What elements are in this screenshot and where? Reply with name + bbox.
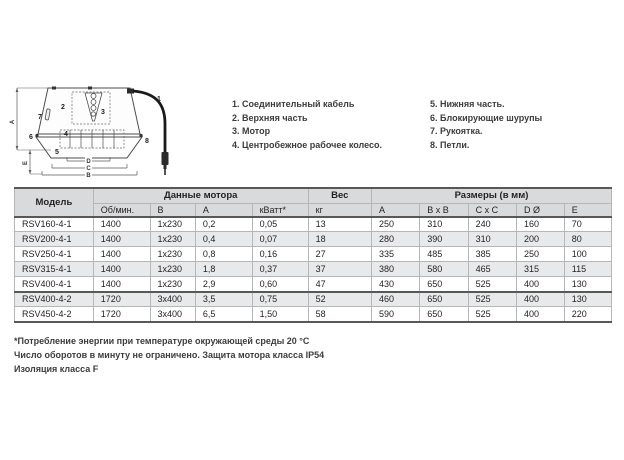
part-label: 6	[29, 134, 33, 141]
value-cell: 1720	[93, 292, 150, 307]
value-cell: 1x230	[150, 247, 195, 262]
value-cell: 130	[564, 292, 611, 307]
column-header-amp: А	[195, 203, 252, 217]
value-cell: 70	[564, 217, 611, 232]
value-cell: 1x230	[150, 217, 195, 232]
value-cell: 200	[516, 232, 564, 247]
legend-item: 2. Верхняя часть	[232, 112, 308, 123]
column-header-volt: В	[150, 203, 195, 217]
dimension-label: B	[86, 173, 91, 179]
table-row	[15, 232, 612, 247]
part-label: 3	[101, 109, 105, 116]
value-cell: 590	[371, 307, 419, 322]
value-cell: 1400	[93, 232, 150, 247]
table-row	[15, 262, 612, 277]
value-cell: 3,5	[195, 292, 252, 307]
column-header-model: Модель	[15, 188, 94, 217]
footnote-line: Изоляция класса F	[14, 364, 99, 374]
legend-item: 3. Мотор	[232, 126, 271, 136]
legend-item: 6. Блокирующие шурупы	[430, 112, 543, 123]
value-cell: 525	[468, 307, 516, 322]
value-cell: 1x230	[150, 232, 195, 247]
value-cell: 250	[516, 247, 564, 262]
housing-bottom-outline	[36, 137, 142, 158]
value-cell: 0,05	[252, 217, 308, 232]
value-cell: 6,5	[195, 307, 252, 322]
value-cell: 130	[564, 277, 611, 292]
value-cell: 58	[308, 307, 371, 322]
legend-item: 7. Рукоятка.	[430, 126, 483, 136]
dimension-label: E	[23, 160, 29, 166]
legend-item: 8. Петли.	[430, 139, 470, 150]
part-label: 8	[145, 138, 149, 145]
value-cell: 1x230	[150, 277, 195, 292]
value-cell: 385	[468, 247, 516, 262]
column-header-dim-e: E	[564, 203, 611, 217]
value-cell: 1400	[93, 262, 150, 277]
value-cell: 47	[308, 277, 371, 292]
value-cell: 485	[420, 247, 468, 262]
value-cell: 0,37	[252, 262, 308, 277]
footnotes	[14, 334, 324, 376]
cable-plug-pin	[164, 169, 166, 175]
value-cell: 280	[371, 232, 419, 247]
cable-plug-tip	[164, 165, 167, 169]
value-cell: 650	[420, 292, 468, 307]
screw-icon	[139, 134, 142, 137]
table-header	[15, 188, 612, 217]
column-header-dim-c: C x C	[468, 203, 516, 217]
value-cell: 315	[516, 262, 564, 277]
cable-gland	[127, 89, 134, 94]
value-cell: 0,07	[252, 232, 308, 247]
value-cell: 1400	[93, 217, 150, 232]
value-cell: 80	[564, 232, 611, 247]
value-cell: 1,8	[195, 262, 252, 277]
value-cell: 0,4	[195, 232, 252, 247]
value-cell: 580	[420, 262, 468, 277]
table-row	[15, 247, 612, 262]
value-cell: 18	[308, 232, 371, 247]
value-cell: 1400	[93, 247, 150, 262]
part-label: 5	[55, 149, 59, 156]
column-header-dim-a: A	[371, 203, 419, 217]
value-cell: 390	[420, 232, 468, 247]
sub-header-row	[15, 203, 612, 217]
legend-item: 4. Центробежное рабочее колесо.	[232, 139, 383, 150]
value-cell: 1400	[93, 277, 150, 292]
product-diagram	[6, 82, 221, 187]
value-cell: 400	[516, 277, 564, 292]
spec-table	[14, 187, 612, 323]
dimension-label: A	[10, 119, 16, 125]
table-row	[15, 277, 612, 292]
value-cell: 37	[308, 262, 371, 277]
dimension-label: D	[86, 159, 91, 165]
value-cell: 525	[468, 277, 516, 292]
value-cell: 525	[468, 292, 516, 307]
part-label: 4	[64, 131, 68, 138]
footnote-line: Число оборотов в минуту не ограничено. Защита мотора класса IP54	[14, 350, 325, 360]
dimension-label: C	[86, 166, 91, 172]
value-cell: 650	[420, 307, 468, 322]
value-cell: 0,16	[252, 247, 308, 262]
value-cell: 3x400	[150, 307, 195, 322]
value-cell: 430	[371, 277, 419, 292]
value-cell: 400	[516, 307, 564, 322]
value-cell: 3x400	[150, 292, 195, 307]
column-header-dim-b: B x B	[420, 203, 468, 217]
value-cell: 250	[371, 217, 419, 232]
value-cell: 0,8	[195, 247, 252, 262]
model-cell: RSV160-4-1	[15, 217, 94, 232]
value-cell: 335	[371, 247, 419, 262]
value-cell: 0,60	[252, 277, 308, 292]
legend-item: 5. Нижняя часть.	[430, 99, 505, 109]
cable-plug	[162, 152, 169, 165]
legend-column-2	[430, 98, 542, 152]
value-cell: 240	[468, 217, 516, 232]
model-cell: RSV200-4-1	[15, 232, 94, 247]
column-header-kwatt: кВатт*	[252, 203, 308, 217]
value-cell: 465	[468, 262, 516, 277]
value-cell: 27	[308, 247, 371, 262]
value-cell: 0,2	[195, 217, 252, 232]
value-cell: 380	[371, 262, 419, 277]
value-cell: 1,50	[252, 307, 308, 322]
table-body	[15, 217, 612, 322]
part-label: 2	[61, 104, 65, 111]
value-cell: 2,9	[195, 277, 252, 292]
group-header-weight: Вес	[308, 188, 371, 203]
hinge-icon	[88, 87, 92, 90]
table-row	[15, 292, 612, 307]
value-cell: 1x230	[150, 262, 195, 277]
value-cell: 52	[308, 292, 371, 307]
model-cell: RSV315-4-1	[15, 262, 94, 277]
value-cell: 220	[564, 307, 611, 322]
table-row	[15, 217, 612, 232]
part-label: 7	[38, 114, 42, 121]
group-header-dimensions: Размеры (в мм)	[371, 188, 611, 203]
value-cell: 160	[516, 217, 564, 232]
legend-column-1	[232, 98, 382, 152]
value-cell: 115	[564, 262, 611, 277]
column-header-kg: кг	[308, 203, 371, 217]
column-header-dim-d: D Ø	[516, 203, 564, 217]
model-cell: RSV450-4-2	[15, 307, 94, 322]
model-cell: RSV400-4-2	[15, 292, 94, 307]
value-cell: 400	[516, 292, 564, 307]
value-cell: 1720	[93, 307, 150, 322]
value-cell: 310	[468, 232, 516, 247]
value-cell: 100	[564, 247, 611, 262]
value-cell: 310	[420, 217, 468, 232]
hinge-icon	[52, 87, 56, 90]
model-cell: RSV400-4-1	[15, 277, 94, 292]
column-header-rpm: Об/мин.	[93, 203, 150, 217]
footnote-line: *Потребление энергии при температуре окружающей среды 20 °C	[14, 336, 310, 346]
value-cell: 0,75	[252, 292, 308, 307]
part-label: 1	[157, 96, 161, 103]
group-header-row	[15, 188, 612, 203]
group-header-motor-data: Данные мотора	[93, 188, 308, 203]
model-cell: RSV250-4-1	[15, 247, 94, 262]
legend-item: 1. Соединительный кабель	[232, 99, 355, 109]
value-cell: 460	[371, 292, 419, 307]
screw-icon	[35, 134, 38, 137]
value-cell: 650	[420, 277, 468, 292]
value-cell: 13	[308, 217, 371, 232]
table-row	[15, 307, 612, 322]
